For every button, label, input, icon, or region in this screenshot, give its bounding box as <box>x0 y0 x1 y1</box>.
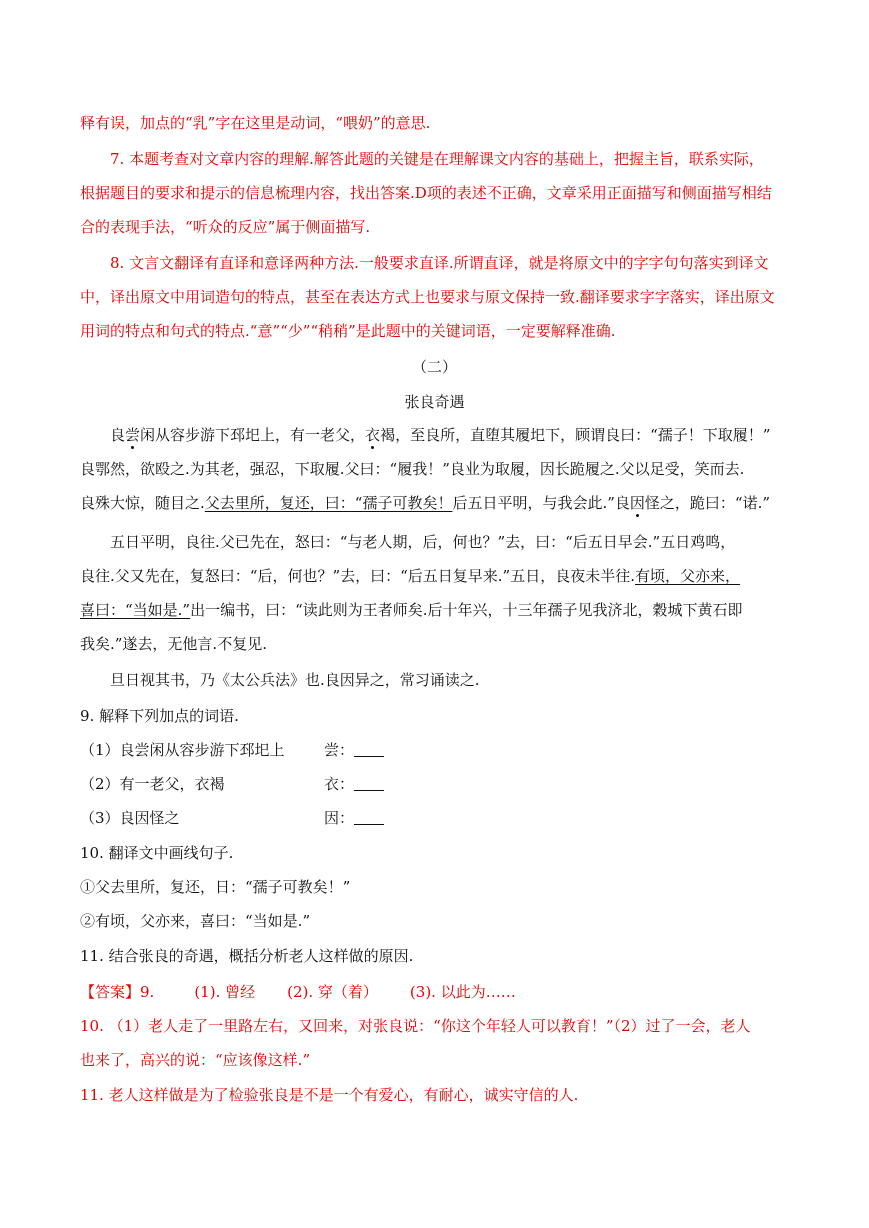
passage-line: 旦日视其书，乃《太公兵法》也.良因异之，常习诵读之. <box>110 671 480 689</box>
answer-line-9: 【答案】9. (1). 曾经 (2). 穿（着） (3). 以此为…… <box>80 983 516 1001</box>
question-11-stem: 11. 结合张良的奇遇，概括分析老人这样做的原因. <box>80 947 414 965</box>
passage-line: 良鄂然，欲殴之.为其老，强忍，下取履.父曰：“履我！”良业为取履，因长跪履之.父以足受，笑而去. <box>80 460 745 478</box>
underlined-sentence: 喜曰：“当如是.” <box>80 601 191 619</box>
dotted-word: 因 <box>629 494 645 512</box>
q7-explanation-line: 合的表现手法，“听众的反应”属于侧面描写. <box>80 218 371 236</box>
answer-blank[interactable] <box>354 776 384 791</box>
answer-blank[interactable] <box>354 742 384 757</box>
passage-line: 五日平明，良往.父已先在，怒曰：“与老人期，后，何也？”去，曰：“后五日早会.”五日鸡鸣， <box>110 533 736 551</box>
answer-blank[interactable] <box>354 810 384 825</box>
question-9-item-answer: 衣： <box>324 774 384 794</box>
q8-explanation-line: 中，译出原文中用词造句的特点，甚至在表达方式上也要求与原文保持一致.翻译要求字字落实，译出原文 <box>80 288 775 306</box>
q7-explanation-line: 根据题目的要求和提示的信息梳理内容，找出答案.D项的表述不正确，文章采用正面描写和侧面描写相结 <box>80 184 772 202</box>
underlined-sentence: 有顷，父亦来， <box>634 567 740 585</box>
answer-10-line: 也来了，高兴的说：“应该像这样.” <box>80 1051 311 1069</box>
question-9-item-answer: 尝： <box>324 740 384 760</box>
answer-11-line: 11. 老人这样做是为了检验张良是不是一个有爱心，有耐心，诚实守信的人. <box>80 1086 579 1104</box>
dotted-word: 衣 <box>365 426 381 444</box>
passage-line: 良尝闲从容步游下邳圯上，有一老父，衣褐，至良所，直堕其履圯下，顾谓良曰：“孺子！下取履！” <box>110 426 771 444</box>
question-9-item-text: （3）良因怪之 <box>80 809 180 827</box>
question-9-item-text: （1）良尝闲从容步游下邳圯上 <box>80 741 285 759</box>
passage-line: 良往.父又先在，复怒曰：“后，何也？”去，曰：“后五日复早来.”五日，良夜未半往.有顷，父亦来， <box>80 567 740 585</box>
q8-explanation-line: 8. 文言文翻译有直译和意译两种方法.一般要求直译.所谓直译，就是将原文中的字字句句落实到译文 <box>110 254 769 272</box>
passage-line: 喜曰：“当如是.”出一编书，曰：“读此则为王者师矣.后十年兴，十三年孺子见我济北，穀城下黄石即 <box>80 601 743 619</box>
question-10-item: ②有顷，父亦来，喜曰：“当如是.” <box>80 912 311 930</box>
question-9-stem: 9. 解释下列加点的词语. <box>80 707 239 725</box>
dotted-word: 尝 <box>125 426 141 444</box>
prev-explanation-tail: 释有误，加点的“乳”字在这里是动词，“喂奶”的意思. <box>80 114 431 132</box>
q8-explanation-line: 用词的特点和句式的特点.“意”“少”“稍稍”是此题中的关键词语，一定要解释准确. <box>80 322 616 340</box>
question-9-item-answer: 因： <box>324 808 384 828</box>
q7-explanation-line: 7. 本题考查对文章内容的理解.解答此题的关键是在理解课文内容的基础上，把握主旨，联系实际， <box>110 150 764 168</box>
question-10-stem: 10. 翻译文中画线句子. <box>80 844 234 862</box>
passage-line: 良殊大惊，随目之.父去里所，复还，曰：“孺子可教矣！后五日平明，与我会此.”良因怪之，跪曰：“诺.” <box>80 494 771 512</box>
question-10-item: ①父去里所，复还，日：“孺子可教矣！” <box>80 878 351 896</box>
passage-title: 张良奇遇 <box>404 393 465 411</box>
answer-label: 【答案】 <box>80 983 141 1001</box>
section-label: （二） <box>411 358 457 376</box>
answer-10-line: 10. （1）老人走了一里路左右，又回来，对张良说：“你这个年轻人可以教育！”（2）过了一会，老人 <box>80 1017 751 1035</box>
underlined-sentence: 父去里所，复还，曰：“孺子可教矣！ <box>204 494 453 512</box>
question-9-item-text: （2）有一老父，衣褐 <box>80 775 225 793</box>
passage-line: 我矣.”遂去，无他言.不复见. <box>80 635 267 653</box>
